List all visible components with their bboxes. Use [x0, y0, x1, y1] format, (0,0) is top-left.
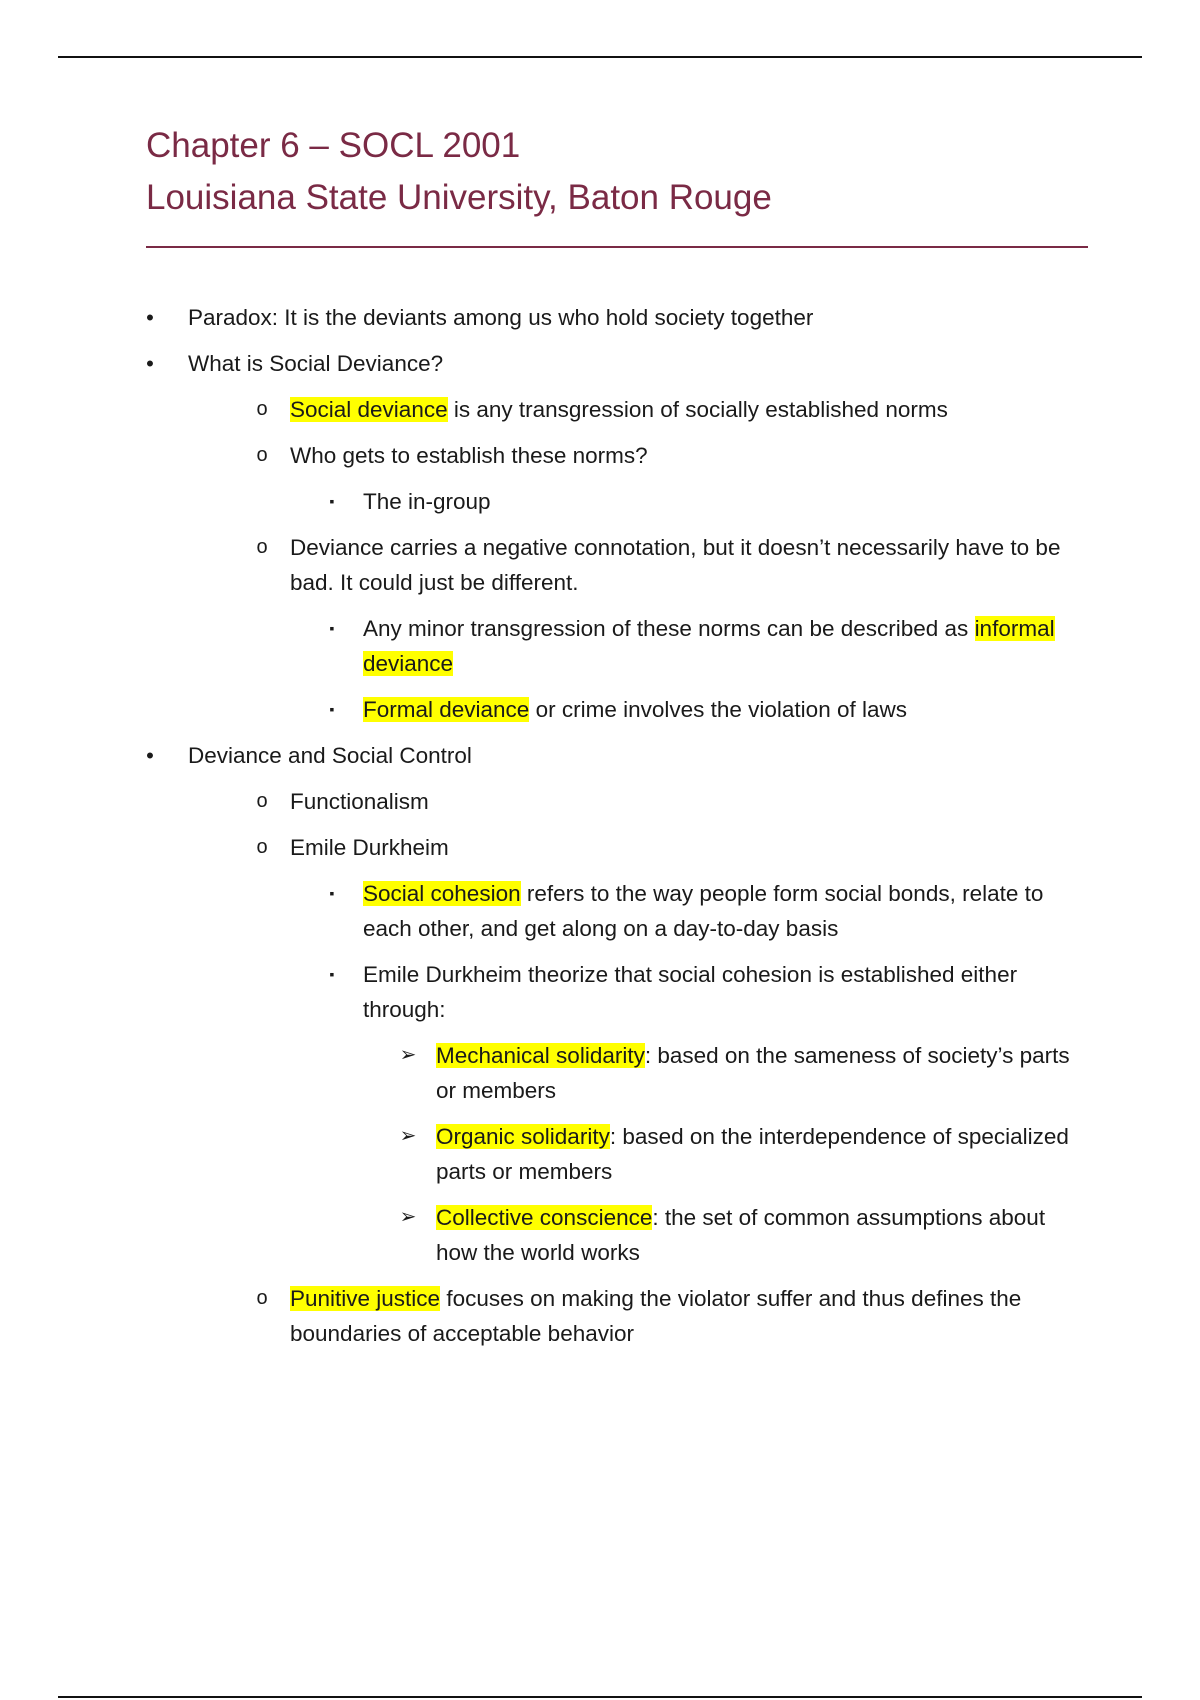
list-item	[0, 392, 1200, 427]
list-item	[0, 1038, 1200, 1108]
highlighted-term: Punitive justice	[290, 1286, 441, 1311]
list-item	[0, 300, 1200, 335]
title-divider	[146, 246, 1088, 248]
list-item-text: Who gets to establish these norms?	[290, 443, 648, 468]
list-item-text: What is Social Deviance?	[188, 351, 444, 376]
list-item-text: Emile Durkheim	[290, 835, 449, 860]
list-item	[0, 1281, 1200, 1351]
square-bullet-icon: ▪	[329, 966, 335, 982]
bullet-icon: •	[146, 351, 154, 376]
list-item-text: Formal deviance or crime involves the violation of laws	[363, 697, 907, 722]
page-bottom-rule	[58, 1696, 1142, 1698]
list-item	[0, 876, 1200, 946]
highlighted-term: Mechanical solidarity	[436, 1043, 645, 1068]
highlighted-term: Social deviance	[290, 397, 448, 422]
document-header	[146, 120, 1088, 224]
highlighted-term: Collective conscience	[436, 1205, 653, 1230]
list-item	[0, 346, 1200, 381]
square-bullet-icon: ▪	[329, 885, 335, 901]
circle-bullet-icon: o	[256, 836, 268, 858]
list-item	[0, 530, 1200, 600]
list-item-text: Social cohesion refers to the way people form social bonds, relate to each other, and get along on a day-to-day basis	[363, 881, 1044, 941]
list-item-text: The in-group	[363, 489, 491, 514]
list-item	[0, 784, 1200, 819]
list-item-text: Collective conscience: the set of common assumptions about how the world works	[436, 1205, 1046, 1265]
arrow-bullet-icon: ➢	[399, 1044, 417, 1066]
square-bullet-icon: ▪	[329, 620, 335, 636]
list-item-text: Paradox: It is the deviants among us who hold society together	[188, 305, 814, 330]
circle-bullet-icon: o	[256, 790, 268, 812]
list-item-text: Emile Durkheim theorize that social cohesion is established either through:	[363, 962, 1018, 1022]
bullet-icon: •	[146, 305, 154, 330]
list-item-text: Punitive justice focuses on making the violator suffer and thus defines the boundaries of acceptable behavior	[290, 1286, 1022, 1346]
list-item	[0, 830, 1200, 865]
arrow-bullet-icon: ➢	[399, 1206, 417, 1228]
square-bullet-icon: ▪	[329, 701, 335, 717]
highlighted-term: Social cohesion	[363, 881, 521, 906]
circle-bullet-icon: o	[256, 536, 268, 558]
list-item	[0, 1200, 1200, 1270]
list-item-text: Organic solidarity: based on the interdependence of specialized parts or members	[436, 1124, 1069, 1184]
highlighted-term: Organic solidarity	[436, 1124, 610, 1149]
bullet-icon: •	[146, 743, 154, 768]
list-item	[0, 738, 1200, 773]
list-item-text: Mechanical solidarity: based on the sameness of society’s parts or members	[436, 1043, 1070, 1103]
document-title: Chapter 6 – SOCL 2001	[146, 126, 521, 165]
outline-content	[0, 300, 1200, 1362]
arrow-bullet-icon: ➢	[399, 1125, 417, 1147]
list-item	[0, 611, 1200, 681]
list-item	[0, 692, 1200, 727]
list-item	[0, 1119, 1200, 1189]
list-item	[0, 484, 1200, 519]
circle-bullet-icon: o	[256, 1287, 268, 1309]
document-subtitle: Louisiana State University, Baton Rouge	[146, 178, 772, 217]
list-item-text: Social deviance is any transgression of socially established norms	[290, 397, 948, 422]
page-top-rule	[58, 56, 1142, 58]
square-bullet-icon: ▪	[329, 493, 335, 509]
list-item	[0, 957, 1200, 1027]
highlighted-term: Formal deviance	[363, 697, 530, 722]
circle-bullet-icon: o	[256, 398, 268, 420]
list-item-text: Deviance carries a negative connotation, but it doesn’t necessarily have to be bad. It could just be different.	[290, 535, 1061, 595]
list-item-text: Any minor transgression of these norms can be described as informal deviance	[363, 616, 1055, 676]
list-item	[0, 438, 1200, 473]
highlighted-term: informal deviance	[363, 616, 1055, 676]
list-item-text: Deviance and Social Control	[188, 743, 472, 768]
list-item-text: Functionalism	[290, 789, 429, 814]
circle-bullet-icon: o	[256, 444, 268, 466]
